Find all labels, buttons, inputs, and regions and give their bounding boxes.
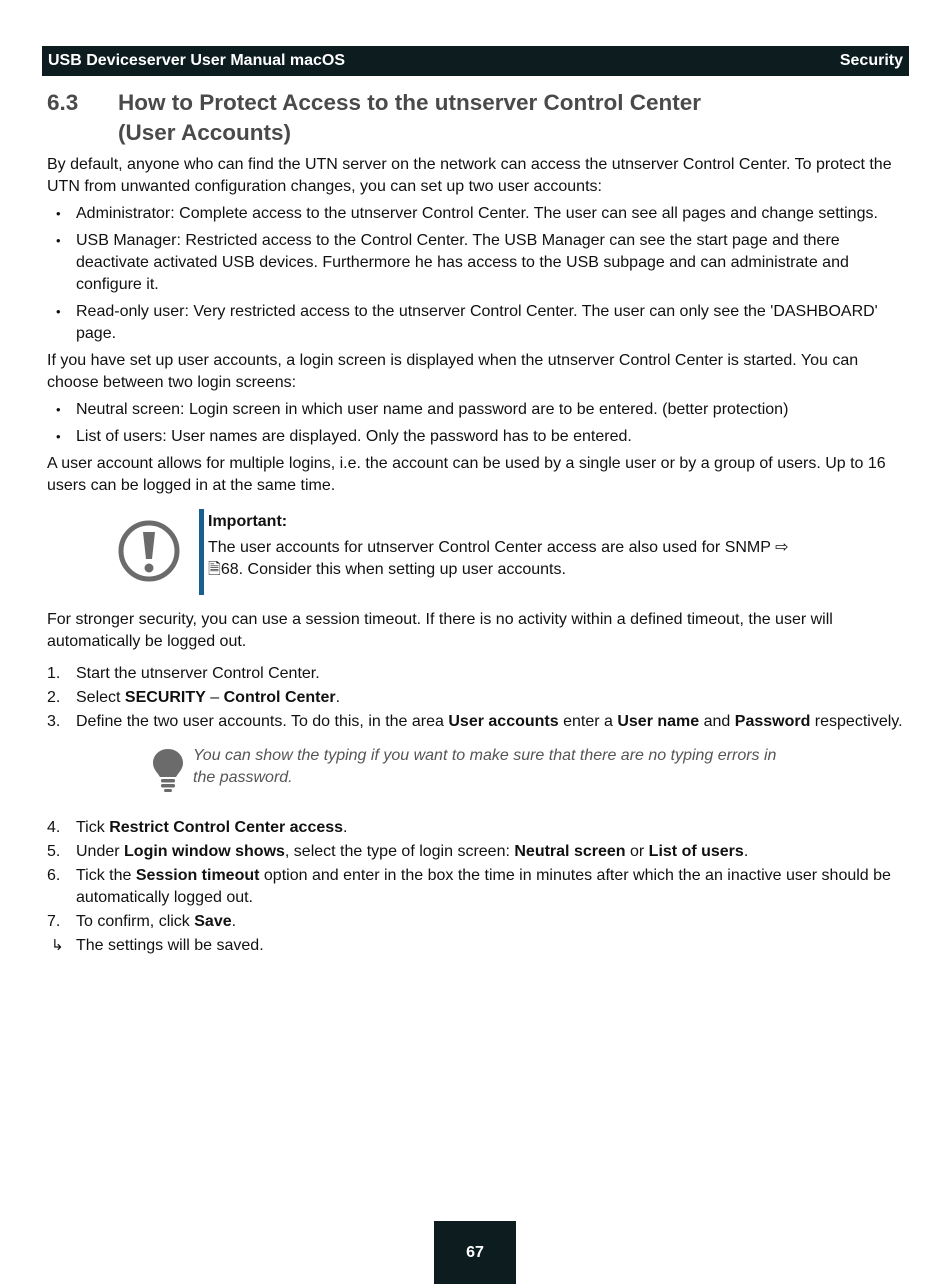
important-note [47, 509, 907, 595]
step-text: respectively. [810, 713, 903, 730]
step-number: 1. [47, 665, 61, 682]
step-text: and [699, 713, 735, 730]
step-text: – [205, 689, 224, 706]
list-item: • Neutral screen: Login screen in which user name and password are to be entered. (better protection) [47, 399, 907, 421]
note-accent-bar [199, 509, 204, 595]
list-item [47, 663, 907, 685]
list-item [47, 911, 907, 933]
step-text: , select the type of login screen: [284, 843, 515, 860]
list-item [47, 841, 907, 863]
lightbulb-icon [151, 747, 185, 800]
step-bold: List of users [648, 843, 744, 860]
list-item: • USB Manager: Restricted access to the Control Center. The USB Manager can see the start page and there deactivate activated USB devices. Furthermore he has access to the USB subpage and can administrate and configure it. [47, 230, 907, 296]
important-title: Important: [208, 513, 288, 530]
header-doc-title: USB Deviceserver User Manual macOS [48, 52, 346, 69]
step-text: Tick the [76, 867, 136, 884]
step-text: option and enter in the box the time in minutes after which the an inactive user should be automatically logged out. [76, 867, 891, 906]
step-bold: Session timeout [135, 867, 260, 884]
step-text: . [343, 819, 348, 836]
step-text: . [743, 843, 749, 860]
step-text: . [231, 913, 237, 930]
steps-list-b [47, 817, 907, 933]
step-bold: User name [617, 713, 700, 730]
body-content [47, 154, 907, 957]
step-text: Select [76, 689, 125, 706]
important-text-line1[interactable]: The user accounts for utnserver Control Center access are also used for SNMP ⇨ [208, 539, 789, 556]
step-number: 4. [47, 819, 61, 836]
section-title [118, 88, 778, 148]
step-number: 3. [47, 713, 61, 730]
result-line [47, 935, 907, 957]
step-text: Tick [76, 819, 110, 836]
step-bold: Control Center [223, 689, 336, 706]
tip-note [47, 745, 907, 809]
page-number: 67 [434, 1221, 516, 1284]
page-header [42, 46, 909, 76]
step-text: Start the utnserver Control Center. [76, 665, 320, 682]
step-bold: Neutral screen [514, 843, 626, 860]
tip-text-line1: You can show the typing if you want to make sure that there are no typing errors in [193, 747, 777, 764]
account-list [47, 203, 907, 345]
list-item: • Administrator: Complete access to the utnserver Control Center. The user can see all pages and change settings. [47, 203, 907, 225]
step-text: Define the two user accounts. To do this, in the area [76, 713, 449, 730]
section-title-line2: (User Accounts) [118, 120, 291, 145]
step-bold: Login window shows [124, 843, 285, 860]
step-text: Under [76, 843, 125, 860]
intro-paragraph: By default, anyone who can find the UTN server on the network can access the utnserver Control Center. To protect the UTN from unwanted configuration changes, you can set up two user accounts: [47, 156, 892, 195]
step-bold: Restrict Control Center access [109, 819, 344, 836]
list-item: • Read-only user: Very restricted access to the utnserver Control Center. The user can only see the 'DASHBOARD' page. [47, 301, 907, 345]
header-chapter: Security [839, 52, 903, 69]
steps-list-a [47, 663, 907, 733]
tip-text [193, 745, 813, 789]
step-bold: Password [734, 713, 811, 730]
step-number: 6. [47, 867, 61, 884]
step-number: 2. [47, 689, 61, 706]
list-item [47, 817, 907, 839]
step-text: To confirm, click [76, 913, 195, 930]
step-text: . [335, 689, 341, 706]
step-bold: SECURITY [124, 689, 206, 706]
result-arrow-icon: ↳ [51, 937, 64, 954]
tip-text-line2: the password. [193, 769, 293, 786]
important-note-body [208, 511, 828, 581]
step-bold: Save [194, 913, 232, 930]
login-intro-paragraph: If you have set up user accounts, a login screen is displayed when the utnserver Control Center is started. You can choose between two login screens: [47, 352, 859, 391]
section-title-line1: How to Protect Access to the utnserver Control Center [118, 90, 702, 115]
list-item [47, 687, 907, 709]
important-text-line2[interactable]: 🗎68. Consider this when setting up user accounts. [208, 561, 566, 578]
section-number: 6.3 [47, 90, 79, 115]
step-number: 7. [47, 913, 61, 930]
login-screen-list [47, 399, 907, 448]
step-text: or [625, 843, 649, 860]
step-text: enter a [558, 713, 618, 730]
exclamation-circle-icon [117, 519, 181, 590]
multi-login-paragraph: A user account allows for multiple logins, i.e. the account can be used by a single user or by a group of users. Up to 16 users can be logged in at the same time. [47, 455, 886, 494]
result-text: The settings will be saved. [76, 937, 264, 954]
list-item: • List of users: User names are displayed. Only the password has to be entered. [47, 426, 907, 448]
timeout-paragraph: For stronger security, you can use a session timeout. If there is no activity within a defined timeout, the user will automatically be logged out. [47, 611, 833, 650]
list-item [47, 711, 907, 733]
list-item [47, 865, 907, 909]
step-bold: User accounts [448, 713, 559, 730]
step-number: 5. [47, 843, 61, 860]
